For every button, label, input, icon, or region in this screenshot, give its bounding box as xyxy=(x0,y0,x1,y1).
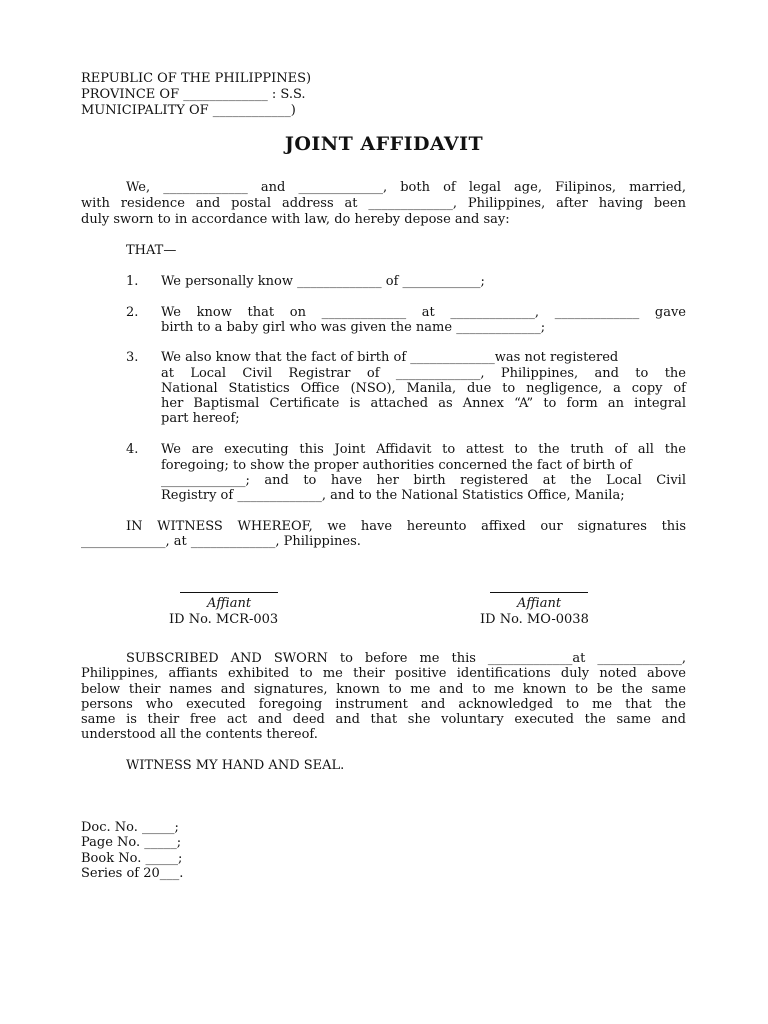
item-1-number: 1. xyxy=(126,274,139,289)
caption-province: PROVINCE OF _____________ : S.S. xyxy=(81,87,306,102)
item-1-text: We personally know _____________ of ____________; xyxy=(161,274,485,289)
item-3-line-3: National Statistics Office (NSO), Manila, due to negligence, a copy of xyxy=(161,381,686,396)
affiant-1-id: ID No. MCR-003 xyxy=(169,612,279,627)
item-3-line-4: her Baptismal Certificate is attached as Annex “A” to form an integral xyxy=(161,396,686,411)
item-4-line-3: _____________; and to have her birth registered at the Local Civil xyxy=(161,473,686,488)
item-2-number: 2. xyxy=(126,305,139,320)
witness-whereof-line-2: _____________, at _____________, Philippines. xyxy=(81,534,361,549)
jurat-line-2: Philippines, affiants exhibited to me their positive identifications duly noted above xyxy=(81,666,686,681)
witness-whereof-line-1: IN WITNESS WHEREOF, we have hereunto affixed our signatures this xyxy=(126,519,686,534)
jurat-line-3: below their names and signatures, known to me and to me known to be the same xyxy=(81,682,686,697)
witness-hand-seal: WITNESS MY HAND AND SEAL. xyxy=(126,758,345,773)
item-4-line-1: We are executing this Joint Affidavit to attest to the truth of all the xyxy=(161,442,686,457)
jurat-line-6: understood all the contents thereof. xyxy=(81,727,318,742)
document-title: JOINT AFFIDAVIT xyxy=(284,133,484,155)
affiant-1-signature-line xyxy=(180,592,278,593)
page-no: Page No. _____; xyxy=(81,835,182,850)
item-3-number: 3. xyxy=(126,350,139,365)
opening-line-2: with residence and postal address at _____________, Philippines, after having been xyxy=(81,196,686,211)
series-of: Series of 20___. xyxy=(81,866,184,881)
item-3-line-1: We also know that the fact of birth of _____________was not registered xyxy=(161,350,619,365)
item-2-line-2: birth to a baby girl who was given the name _____________; xyxy=(161,320,546,335)
item-2-line-1: We know that on _____________ at _____________, _____________ gave xyxy=(161,305,686,320)
item-4-number: 4. xyxy=(126,442,139,457)
that-heading: THAT— xyxy=(126,243,177,258)
jurat-line-5: same is their free act and deed and that she voluntary executed the same and xyxy=(81,712,686,727)
affiant-2-id: ID No. MO-0038 xyxy=(480,612,589,627)
affiant-2-label: Affiant xyxy=(516,596,562,611)
affiant-2-signature-line xyxy=(490,592,588,593)
affiant-1-label: Affiant xyxy=(206,596,252,611)
book-no: Book No. _____; xyxy=(81,851,183,866)
item-4-line-4: Registry of _____________, and to the National Statistics Office, Manila; xyxy=(161,488,625,503)
doc-no: Doc. No. _____; xyxy=(81,820,179,835)
jurat-line-4: persons who executed foregoing instrument and acknowledged to me that the xyxy=(81,697,686,712)
opening-line-3: duly sworn to in accordance with law, do hereby depose and say: xyxy=(81,212,510,227)
jurat-line-1: SUBSCRIBED AND SWORN to before me this _____________at _____________, xyxy=(126,651,686,666)
caption-municipality: MUNICIPALITY OF ____________) xyxy=(81,103,296,118)
caption-republic: REPUBLIC OF THE PHILIPPINES) xyxy=(81,71,312,86)
item-3-line-2: at Local Civil Registrar of _____________, Philippines, and to the xyxy=(161,366,686,381)
item-3-line-5: part hereof; xyxy=(161,411,240,426)
item-4-line-2: foregoing; to show the proper authorities concerned the fact of birth of xyxy=(161,458,632,473)
opening-line-1: We, _____________ and _____________, both of legal age, Filipinos, married, xyxy=(126,180,686,195)
